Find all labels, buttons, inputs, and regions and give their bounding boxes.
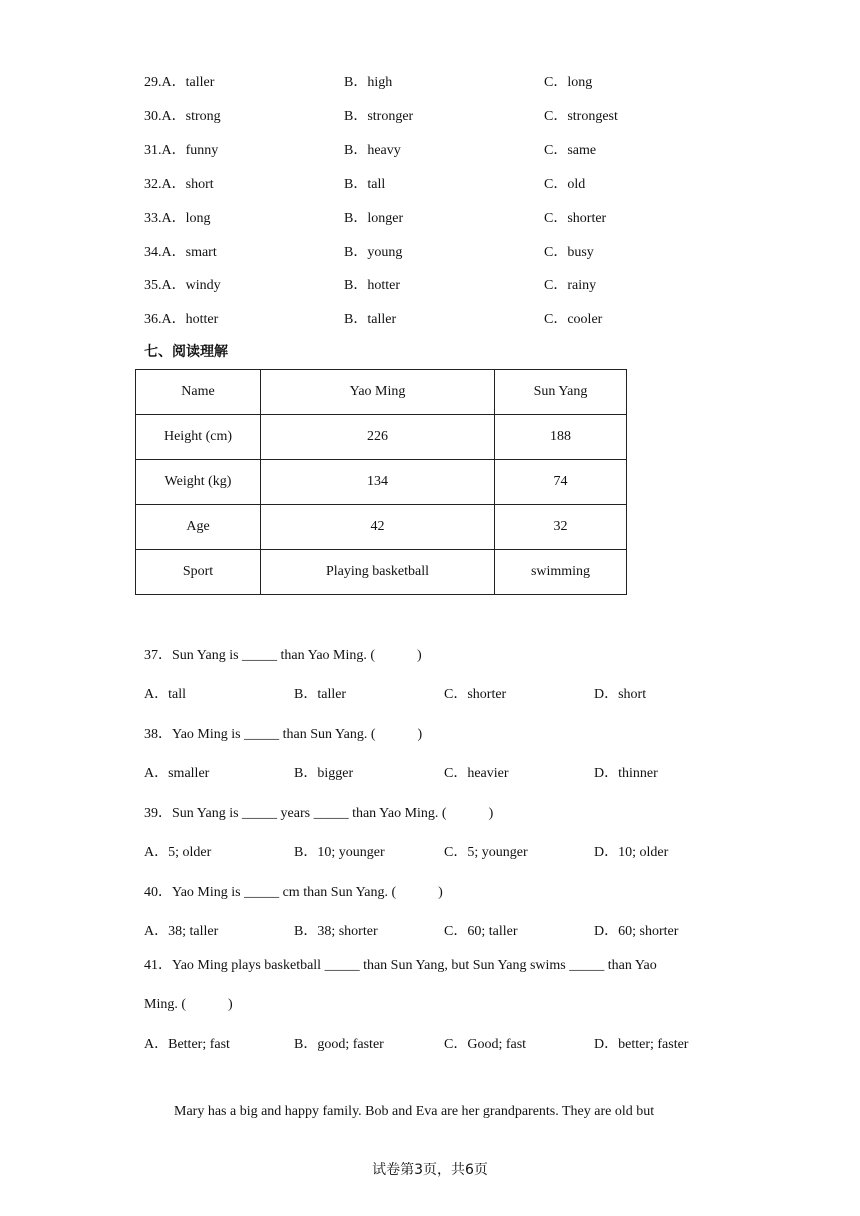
option-c: long: [567, 75, 593, 90]
table-cell: 188: [495, 415, 627, 460]
table-cell: Age: [136, 505, 261, 550]
option-a: strong: [185, 109, 221, 124]
table-cell: Playing basketball: [261, 550, 495, 595]
table-cell: 226: [261, 415, 495, 460]
option-row-35-b: B．hotter: [344, 278, 400, 293]
table-cell: Sport: [136, 550, 261, 595]
option-row-34-b: B．young: [344, 245, 403, 260]
answer-option: B．bigger: [294, 766, 354, 781]
answer-option: A．5; older: [144, 845, 212, 860]
answer-option: B．10; younger: [294, 845, 385, 860]
option-a: windy: [185, 278, 221, 293]
answer-option: C．Good; fast: [444, 1037, 527, 1052]
option-b: high: [367, 75, 393, 90]
q-number: 29: [144, 75, 158, 90]
option-b: heavy: [367, 143, 401, 158]
option-row-29-c: C．long: [544, 75, 593, 90]
table-row: [136, 505, 627, 550]
option-a: taller: [185, 75, 215, 90]
answer-option: D．better; faster: [594, 1037, 689, 1052]
section-heading: 七、阅读理解: [144, 344, 228, 360]
option-row-32-b: B．tall: [344, 177, 386, 192]
comparison-table: [135, 369, 627, 595]
option-b: young: [367, 245, 403, 260]
option-row-29-b: B．high: [344, 75, 393, 90]
answer-option: C．5; younger: [444, 845, 528, 860]
option-b: taller: [367, 312, 397, 327]
question-stem: 39．Sun Yang is _____ years _____ than Yao Ming. ( ): [144, 806, 494, 821]
table-cell: Name: [136, 370, 261, 415]
answer-option: D．10; older: [594, 845, 669, 860]
option-row-33-b: B．longer: [344, 211, 404, 226]
table-cell: 32: [495, 505, 627, 550]
option-row-36-a: 36.A．hotter: [144, 312, 219, 327]
option-row-32-c: C．old: [544, 177, 586, 192]
q-number: 32: [144, 177, 158, 192]
passage-paragraph: Mary has a big and happy family. Bob and Eva are her grandparents. They are old but: [174, 1104, 655, 1119]
option-row-30-b: B．stronger: [344, 109, 414, 124]
option-c: strongest: [567, 109, 618, 124]
table-cell: Sun Yang: [495, 370, 627, 415]
table-row: [136, 550, 627, 595]
question-stem: 41．Yao Ming plays basketball _____ than Sun Yang, but Sun Yang swims _____ than Yao: [144, 958, 657, 973]
option-a: long: [185, 211, 211, 226]
question-stem: 38．Yao Ming is _____ than Sun Yang. ( ): [144, 727, 423, 742]
table-cell: 74: [495, 460, 627, 505]
q-number: 36: [144, 312, 158, 327]
q-number: 31: [144, 143, 158, 158]
option-row-31-a: 31.A．funny: [144, 143, 219, 158]
answer-option: A．Better; fast: [144, 1037, 230, 1052]
table-cell: 42: [261, 505, 495, 550]
option-row-35-a: 35.A．windy: [144, 278, 221, 293]
option-c: cooler: [567, 312, 603, 327]
option-row-29-a: 29.A．taller: [144, 75, 215, 90]
option-a: hotter: [185, 312, 219, 327]
table-cell: 134: [261, 460, 495, 505]
answer-option: C．shorter: [444, 687, 507, 702]
answer-option: D．thinner: [594, 766, 658, 781]
answer-option: D．short: [594, 687, 647, 702]
option-row-36-b: B．taller: [344, 312, 397, 327]
q-number: 34: [144, 245, 158, 260]
q-number: 35: [144, 278, 158, 293]
option-row-32-a: 32.A．short: [144, 177, 214, 192]
option-a: smart: [185, 245, 217, 260]
option-b: stronger: [367, 109, 414, 124]
answer-option: B．38; shorter: [294, 924, 378, 939]
option-row-31-c: C．same: [544, 143, 597, 158]
option-b: hotter: [367, 278, 400, 293]
table-cell: swimming: [495, 550, 627, 595]
table-cell: Weight (kg): [136, 460, 261, 505]
question-stem-continued: Ming. ( ): [144, 997, 233, 1012]
answer-option: D．60; shorter: [594, 924, 679, 939]
option-row-35-c: C．rainy: [544, 278, 597, 293]
answer-option: B．good; faster: [294, 1037, 384, 1052]
table-cell: Height (cm): [136, 415, 261, 460]
answer-option: A．38; taller: [144, 924, 219, 939]
q-number: 30: [144, 109, 158, 124]
option-b: tall: [367, 177, 386, 192]
table-cell: Yao Ming: [261, 370, 495, 415]
option-a: funny: [185, 143, 219, 158]
option-a: short: [185, 177, 214, 192]
table-row: [136, 415, 627, 460]
option-row-33-c: C．shorter: [544, 211, 607, 226]
answer-option: A．tall: [144, 687, 186, 702]
option-c: rainy: [567, 278, 597, 293]
option-b: longer: [367, 211, 404, 226]
answer-option: C．heavier: [444, 766, 509, 781]
answer-option: C．60; taller: [444, 924, 518, 939]
question-stem: 40．Yao Ming is _____ cm than Sun Yang. ( ): [144, 885, 443, 900]
option-row-30-c: C．strongest: [544, 109, 618, 124]
page-footer: 试卷第3页，共6页: [372, 1162, 488, 1178]
option-c: old: [567, 177, 586, 192]
question-stem: 37．Sun Yang is _____ than Yao Ming. ( ): [144, 648, 422, 663]
option-row-34-a: 34.A．smart: [144, 245, 217, 260]
option-row-34-c: C．busy: [544, 245, 594, 260]
option-row-36-c: C．cooler: [544, 312, 603, 327]
table-row: [136, 370, 627, 415]
answer-option: A．smaller: [144, 766, 210, 781]
option-c: shorter: [567, 211, 607, 226]
answer-option: B．taller: [294, 687, 347, 702]
option-row-33-a: 33.A．long: [144, 211, 211, 226]
option-c: busy: [567, 245, 594, 260]
option-c: same: [567, 143, 597, 158]
q-number: 33: [144, 211, 158, 226]
option-row-31-b: B．heavy: [344, 143, 401, 158]
option-row-30-a: 30.A．strong: [144, 109, 221, 124]
table-row: [136, 460, 627, 505]
